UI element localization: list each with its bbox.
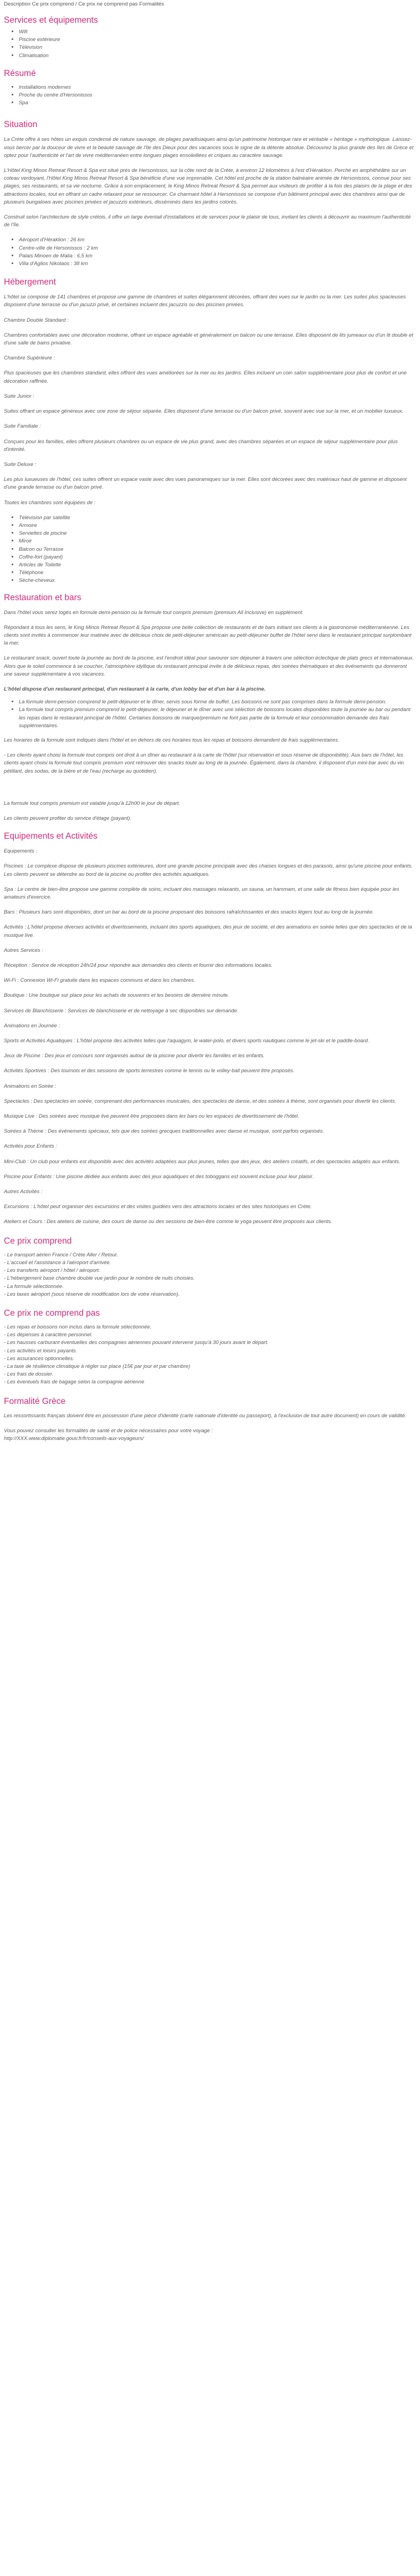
room-equipment-list (4, 514, 416, 585)
list-item: • Climatisation (19, 52, 416, 59)
list-item: - La formule sélectionnée. (4, 1282, 64, 1289)
list-item: • Installations modernes (19, 83, 416, 91)
room-heading: Chambre Double Standard : (4, 316, 69, 323)
distances-list (4, 236, 416, 267)
list-item: • Aéroport d'Héraklion : 26 km (19, 236, 416, 244)
equipements-paragraph: Wi-Fi : Connexion Wi-Fi gratuite dans les espaces communs et dans les chambres. (4, 977, 196, 983)
list-item: - Les activités et loisirs payants. (4, 1347, 78, 1353)
list-item: • Piscine extérieure (19, 36, 416, 43)
list-item: • Miroir (19, 537, 416, 545)
equipements-paragraph: Ateliers et Cours : Des ateliers de cuisine, des cours de danse ou des sessions de bien-être comme le yoga peuvent être proposés aux clients. (4, 1218, 332, 1225)
situation-paragraph: La Crète offre à ses hôtes un exquis condensé de nature sauvage, de plages paradisiaques ainsi qu'un patrimoine historique rare et véritable « héritage » mythologique. Laissez-vous bercer par la douceur de vivre et la beauté sauvage de l'Ile des Dieux pour des vacances sous le signe de la détente absolue. Découvrez la plus grande des îles de Grèce et optez pour l'authenticité et l'art de vivre méditerranéen entre longues plages ensoleillées et criques au caractère sauvage. (4, 136, 414, 158)
list-item: - La taxe de résilience climatique à régler sur place (15€ par jour et par chambre) (4, 1362, 191, 1369)
list-item: - Les hausses carburant éventuelles des compagnies aériennes pouvant intervenir jusqu'à 30 jours avant le départ. (4, 1339, 269, 1346)
equipements-paragraph: Spa : Le centre de bien-être propose une gamme complète de soins, incluant des massages relaxants, un sauna, un hammam, et une salle de fitness bien équipée pour les amateurs d'exercice. (4, 885, 399, 900)
restauration-paragraph: Les clients peuvent profiter du service d'étage (payant). (4, 815, 132, 821)
list-item: • Spa (19, 99, 416, 107)
equipements-paragraph: Boutique : Une boutique sur place pour les achats de souvenirs et les besoins de dernière minute. (4, 992, 229, 998)
room-description: Chambres confortables avec une décoration moderne, offrant un espace agréable et généralement un balcon ou une terrasse. Elles disposent de lits jumeaux ou d'un lit double et d'une salle de bains privative. (4, 331, 413, 346)
equipements-paragraph: Services de Blanchisserie : Services de blanchisserie et de nettoyage à sec disponibles sur demande. (4, 1007, 239, 1013)
restauration-paragraph: La formule tout compris premium est valable jusqu'à 12h00 le jour de départ. (4, 799, 181, 806)
list-item: - Les taxes aéroport (sous réserve de modification lors de votre réservation). (4, 1290, 180, 1297)
equipements-title: Equipements et Activités (4, 831, 98, 841)
list-item: • Sèche-cheveux (19, 576, 416, 584)
services-title: Services et équipements (4, 16, 98, 25)
equipements-label: Equipements : (4, 848, 37, 854)
equipements-paragraph: Musique Live : Des soirées avec musique live peuvent être proposées dans les bars ou les espaces de divertissement de l'hôtel. (4, 1113, 299, 1119)
equipements-paragraph: Réception : Service de réception 24h/24 pour répondre aux demandes des clients et fournir des informations locales. (4, 962, 273, 968)
equipements-paragraph: Activités Sportives : Des tournois et des sessions de sports terrestres comme le tennis ou le volley-ball peuvent être proposés. (4, 1067, 295, 1074)
list-item: - Les assurances optionnelles. (4, 1355, 74, 1361)
list-item: • Wifi (19, 28, 416, 36)
equipements-paragraph: Soirées à Thème : Des événements spéciaux, tels que des soirées grecques traditionnelles avec danse et musique, sont parfois organisés. (4, 1128, 324, 1134)
list-item: - Les éventuels frais de bagage selon la compagnie aérienne (4, 1378, 145, 1385)
equipements-paragraph: Sports et Activités Aquatiques : L'hôtel propose des activités telles que l'aquagym, le water-polo, et divers sports nautiques comme le jet-ski et le paddle-board. (4, 1037, 370, 1044)
situation-paragraph: Construit selon l'architecture de style crétois, il offre un large éventail d'installations et de services pour le plaisir de tous, invitant les clients à découvrir au maximum l'authenticité de l'île. (4, 214, 411, 228)
list-item: - Les transferts aéroport / hôtel / aéroport. (4, 1267, 100, 1274)
equipements-paragraph: Bars : Plusieurs bars sont disponibles, dont un bar au bord de la piscine proposant des boissons rafraîchissantes et des snacks légers tout au long de la journée. (4, 909, 374, 915)
list-item: • Palais Minoen de Malia : 6,5 km (19, 252, 416, 260)
formalite-title: Formalité Grèce (4, 1396, 66, 1406)
list-item: - Les dépenses à caractère personnel. (4, 1331, 93, 1338)
ne-comprend-list (4, 1323, 416, 1386)
room-description: Les plus luxueuses de l'hôtel, ces suites offrent un espace vaste avec des vues panoramiques sur la mer. Elles sont décorées avec des matériaux haut de gamme et disposent d'une grande terrasse ou d'un balcon privé. (4, 476, 407, 490)
situation-paragraph: L'Hôtel King Minos Retreat Resort & Spa est situé près de Hersonissos, sur la côte nord de la Crète, à environ 12 kilomètres à l'est d'Héraklion. Perché en amphithéâtre sur un coteau verdoyant, l'Hôtel King Minos Retreat Resort & Spa bénéficie d'une vue imprenable. Cet hôtel est proche de la station balnéaire animée de Hersonissos, connue pour ses plages, ses restaurants, et sa vie nocturne. Grâce à son emplacement, le King Minos Retreat Resort & Spa permet aux visiteurs de profiter à la fois des plaisirs de la plage et des attractions locales, tout en offrant un cadre relaxant pour se ressourcer. Ce charmant hôtel à Hersonissos se compose d'un bâtiment principal avec des chambres ainsi que de plusieurs bungalows avec piscines privées et jacuzzis extérieurs, disséminés dans les jardins colorés. (4, 167, 412, 205)
list-item: • La formule tout compris premium comprend le petit-déjeuner, le déjeuner et le dîner avec une sélection de boissons locales disponibles toute la journée au bar ou pendant les repas dans le restaurant principal de l'hôtel. Certaines boissons de marque/premium ne font pas partie de la formule et leur consommation demande des frais supplémentaires. (19, 706, 416, 729)
room-heading: Chambre Supérieure : (4, 354, 55, 361)
equipements-label: Autres Activités : (4, 1188, 43, 1195)
ne-comprend-title: Ce prix ne comprend pas (4, 1308, 100, 1318)
restauration-paragraph: Les horaires de la formule sont indiqués dans l'hôtel et en dehors de ces horaires tous les repas et boissons demandent de frais supplémentaires. (4, 736, 340, 743)
restauration-paragraph: Dans l'hôtel vous serez logés en formule demi-pension ou la formule tout compris premium (premium All Inclusive) en supplément. (4, 608, 304, 615)
services-section (4, 8, 416, 28)
formalite-link-line (4, 1434, 416, 1442)
list-item: • Coffre-fort (payant) (19, 553, 416, 561)
restauration-title: Restauration et bars (4, 592, 81, 602)
list-item: - Les repas et boissons non inclus dans la formule sélectionnée. (4, 1323, 152, 1330)
list-item: • Villa d'Aglios Nikolaos : 38 km (19, 260, 416, 267)
restauration-highlight: L'hôtel dispose d'un restaurant principal, d'un restaurant à la carte, d'un lobby bar et d'un bar à la piscine. (4, 685, 266, 692)
resume-title: Résumé (4, 68, 36, 78)
room-heading: Suite Junior : (4, 392, 34, 399)
hebergement-title: Hébergement (4, 277, 56, 287)
equipements-paragraph: Mini-Club : Un club pour enfants est disponible avec des activités adaptées aux plus jeunes, telles que des jeux, des ateliers créatifs, et des spectacles adaptés aux enfants. (4, 1158, 401, 1164)
list-item: • Centre-ville de Hersonissos : 2 km (19, 244, 416, 252)
comprend-list (4, 1251, 416, 1298)
list-item: • Télévision (19, 43, 416, 51)
equipements-paragraph: Jeux de Piscine : Des jeux et concours sont organisés autour de la piscine pour divertir les familles et les enfants. (4, 1052, 265, 1059)
list-item: - Le transport aérien France / Crète Aller / Retour. (4, 1251, 119, 1257)
equipements-paragraph: Piscines : Le complexe dispose de plusieurs piscines extérieures, dont une grande piscine principale avec des chaises longues et des parasols, ainsi qu'une piscine pour enfants. Les clients peuvent se détendre au bord de la piscine ou profiter des activités aquatiques. (4, 863, 413, 877)
room-description: Conçues pour les familles, elles offrent plusieurs chambres ou un espace de vie plus grand, avec des chambres séparées et un espace de séjour supplémentaire pour plus d'intimité. (4, 438, 398, 452)
equipements-paragraph: Excursions : L'hôtel peut organiser des excursions et des visites guidées vers des attractions locales et des sites historiques en Crète. (4, 1203, 312, 1210)
restauration-paragraph: Le restaurant snack, ouvert toute la journée au bord de la piscine, est l'endroit idéal pour savourer son déjeuner à travers une sélection éclectique de plats grecs et internationaux. Alors que le soleil commence à se coucher, l'atmosphère idyllique du restaurant principal invite à de délicieux repas, des soirées thématiques et des événements qui donneront une saveur supplémentaire à vos vacances. (4, 655, 414, 677)
room-description: Plus spacieuses que les chambres standard, elles offrent des vues améliorées sur la mer ou les jardins. Elles incluent un coin salon supplémentaire pour plus de confort et une décoration raffinée. (4, 369, 407, 384)
list-item: - Les frais de dossier. (4, 1371, 54, 1377)
room-description: Suites offrant un espace généreux avec une zone de séjour séparée. Elles disposent d'une terrasse ou d'un balcon privé, souvent avec vue sur la mer, et un mobilier luxueux. (4, 408, 404, 414)
formalite-paragraph: Vous pouvez consulter les formalités de santé et de police nécessaires pour votre voyage : (4, 1427, 213, 1433)
restauration-paragraph: - Les clients ayant choisi la formule tout compris ont droit à un dîner au restaurant à la carte de l'hôtel (sur réservation et sous réserve de disponibilité). Aux bars de l'hôtel, les clients ayant choisi la formule tout compris premium vont retrouver des snacks toute au long de la journée. Également, dans la chambre, il disposent d'un mini-bar avec du vin pétillant, des sodas, de la bière et de l'eau (recharge au quotidien). (4, 752, 404, 774)
formalite-paragraph: Les ressortissants français doivent être en possession d'une pièce d'identité (carte nationale d'identité ou passeport), à l'exclusion de tout autre document) en cours de validité. (4, 1412, 407, 1418)
list-item: • Balcon ou Terrasse (19, 545, 416, 553)
situation-title: Situation (4, 120, 38, 130)
equipment-intro: Toutes les chambres sont équipées de : (4, 499, 96, 505)
list-item: - L'accueil et l'assistance à l'aéroport d'arrivée. (4, 1259, 111, 1265)
equipements-paragraph: Activités : L'hôtel propose diverses activités et divertissements, incluant des sports aquatiques, des jeux de société, et des animations en soirée telles que des spectacles et de la musique live. (4, 924, 412, 938)
formula-list (4, 698, 416, 729)
diplomatie-link[interactable]: http://XXX.www.diplomatie.gouv.fr/fr/conseils-aux-voyageurs/ (4, 1434, 144, 1441)
list-item: • Télévision par satellite (19, 514, 416, 521)
list-item: • Serviettes de piscine (19, 529, 416, 537)
breadcrumb: Description Ce prix comprend / Ce prix ne comprend pas Formalités (4, 1, 164, 7)
list-item: • Articles de Toilette (19, 561, 416, 569)
comprend-title: Ce prix comprend (4, 1236, 72, 1246)
hebergement-paragraph: L'hôtel se compose de 141 chambres et propose une gamme de chambres et suites élégamment décorées, offrant des vues sur le jardin ou la mer. Les suites plus spacieuses disposent d'une terrasse ou d'un jacuzzi privé, et certaines incluent des jacuzzis ou des piscines privées. (4, 293, 406, 308)
room-heading: Suite Deluxe : (4, 460, 37, 467)
list-item: • Proche du centre d'Hersonissos (19, 91, 416, 99)
equipements-label: Autres Services : (4, 946, 43, 953)
equipements-label: Animations en Journée : (4, 1022, 60, 1028)
restauration-paragraph: Répondant à tous les sens, le King Minos Retreat Resort & Spa propose une belle collection de restaurants et de bars initiant ses clients à la gastronomie méditerranéenne. Les clients sont invités à commencer leur matinée avec de délicieux choix de petit-déjeuner américain au petit-déjeuner buffet de l'hôtel servi dans le restaurant principal surplombant la mer. (4, 623, 412, 646)
list-item: - L'hébergement base chambre double vue jardin pour le nombre de nuits choisies. (4, 1275, 195, 1281)
list-item: • Téléphone (19, 569, 416, 576)
equipements-label: Activités pour Enfants : (4, 1143, 57, 1149)
services-list (4, 28, 416, 59)
resume-list (4, 83, 416, 107)
equipements-paragraph: Piscine pour Enfants : Une piscine dédiée aux enfants avec des jeux aquatiques et des toboggans est souvent incluse pour leur plaisir. (4, 1173, 314, 1179)
equipements-paragraph: Spectacles : Des spectacles en soirée, comprenant des performances musicales, des spectacles de danse, et des soirées à thème, sont organisés pour divertir les clients. (4, 1097, 397, 1104)
list-item: • Armoire (19, 521, 416, 529)
equipements-label: Animations en Soirée : (4, 1082, 57, 1089)
room-heading: Suite Familiale : (4, 423, 41, 429)
list-item: • La formule demi-pension comprend le petit-déjeuner et le dîner, servis sous forme de buffet. Les boissons ne sont pas comprises dans la formule demi-pension. (19, 698, 416, 706)
